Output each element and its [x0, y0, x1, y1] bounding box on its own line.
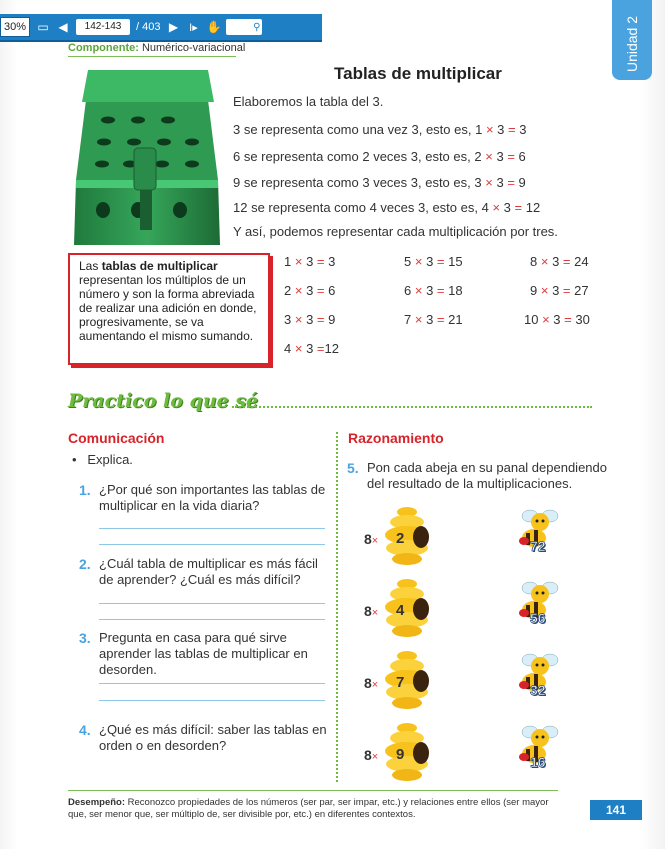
factor: 1 — [475, 122, 483, 137]
explanation-line — [233, 149, 526, 164]
table-entry: 6 × 3 = 18 — [404, 283, 463, 298]
table-entry: 1 × 3 = 3 — [284, 254, 336, 269]
definition-term: tablas de multiplicar — [101, 259, 218, 273]
table-entry: 8 × 3 = 24 — [530, 254, 589, 269]
factor: 3 — [496, 175, 504, 190]
multiplier-label: 8× — [364, 603, 379, 619]
component-divider — [68, 56, 236, 57]
multiplier-label: 8× — [364, 531, 379, 547]
question-number: 5. — [347, 460, 359, 476]
component-value: Numérico-variacional — [141, 42, 246, 54]
question-4 — [79, 722, 331, 754]
bee-number: 72 — [530, 538, 546, 554]
answer-line[interactable] — [99, 544, 325, 545]
question-text: ¿Qué es más difícil: saber las tablas en orden o en desorden? — [99, 722, 327, 753]
footer-divider — [68, 790, 558, 791]
answer-line[interactable] — [99, 603, 325, 604]
multiplier-label: 8× — [364, 747, 379, 763]
unit-tab — [612, 0, 652, 80]
equals-sign: = — [507, 175, 515, 190]
product: 6 — [518, 149, 526, 164]
explanation-line — [233, 175, 526, 190]
practice-heading: Practico lo que sé — [68, 390, 259, 412]
zoom-level[interactable]: 30% — [0, 17, 30, 37]
equals-sign: = — [514, 200, 523, 215]
bullet-item: • Explica. — [72, 452, 133, 467]
factor: 3 — [474, 175, 482, 190]
footer-text — [68, 797, 563, 821]
definition-text: representan los múltiplos de un número y son la forma abreviada de realizar una adición en donde, progresivamente, se va aumentando el mismo sumando. — [79, 273, 257, 343]
hand-icon[interactable]: ✋ — [206, 20, 222, 34]
question-1 — [79, 482, 331, 514]
page-total: / 403 — [136, 21, 161, 33]
times-sign: × — [485, 149, 493, 164]
times-sign: × — [485, 175, 493, 190]
factor: 3 — [496, 149, 504, 164]
monitor-icon[interactable]: ▭ — [37, 20, 49, 34]
page-input[interactable]: 142-143 — [76, 19, 130, 35]
footer-label: Desempeño: — [68, 797, 126, 808]
bullet-text: Explica. — [87, 452, 133, 467]
hive-number: 9 — [396, 746, 405, 763]
hive-number: 2 — [396, 530, 405, 547]
beehive-icon[interactable] — [382, 578, 432, 638]
explanation-text: 3 se representa como una vez 3, esto es, — [233, 122, 472, 137]
component-title: Componente: — [68, 42, 139, 54]
factor: 2 — [474, 149, 482, 164]
beehive-icon[interactable] — [382, 722, 432, 782]
reasoning-title: Razonamiento — [348, 430, 444, 446]
equals-sign: = — [507, 149, 515, 164]
viewer-toolbar — [0, 14, 322, 42]
question-number: 2. — [79, 556, 91, 572]
search-input[interactable] — [226, 19, 262, 35]
factor: 3 — [503, 200, 511, 215]
question-3 — [79, 630, 331, 678]
table-entry: 5 × 3 = 15 — [404, 254, 463, 269]
question-text: ¿Cuál tabla de multiplicar es más fácil de aprender? ¿Cuál es más difícil? — [99, 556, 318, 587]
hive-number: 4 — [396, 602, 405, 619]
column-divider — [336, 432, 338, 782]
question-2 — [79, 556, 331, 588]
explanation-text: 9 se representa como 3 veces 3, esto es, — [233, 175, 471, 190]
answer-line[interactable] — [99, 528, 325, 529]
page-title: Tablas de multiplicar — [334, 64, 502, 83]
question-5 — [347, 460, 627, 492]
unit-tab-label: Unidad 2 — [624, 15, 640, 73]
times-sign: × — [492, 200, 501, 215]
bee-number: 16 — [530, 754, 546, 770]
communication-title: Comunicación — [68, 430, 165, 446]
next-icon[interactable]: ▶ — [168, 20, 179, 34]
question-number: 1. — [79, 482, 91, 498]
definition-box — [68, 253, 270, 365]
answer-line[interactable] — [99, 700, 325, 701]
product: 12 — [525, 200, 541, 215]
prev-icon[interactable]: ◀ — [58, 20, 68, 34]
table-entry: 7 × 3 = 21 — [404, 312, 463, 327]
times-sign: × — [485, 122, 494, 137]
equals-sign: = — [508, 122, 516, 137]
explanation-line — [233, 200, 540, 215]
table-entry: 2 × 3 = 6 — [284, 283, 336, 298]
question-number: 4. — [79, 722, 91, 738]
answer-line[interactable] — [99, 683, 325, 684]
practice-divider — [232, 406, 592, 408]
multiplication-machine-image — [68, 60, 228, 250]
question-number: 3. — [79, 630, 91, 646]
product: 3 — [519, 122, 527, 137]
bee-number: 32 — [530, 682, 546, 698]
question-text: Pregunta en casa para qué sirve aprender las tablas de multiplicar en desorden. — [99, 630, 308, 677]
multiplier-label: 8× — [364, 675, 379, 691]
question-text: ¿Por qué son importantes las tablas de multiplicar en la vida diaria? — [99, 482, 326, 513]
table-entry: 10 × 3 = 30 — [524, 312, 590, 327]
bee-number: 56 — [530, 610, 546, 626]
explanation-line — [233, 122, 526, 137]
component-label — [68, 42, 245, 54]
text-select-icon[interactable]: I▸ — [189, 21, 198, 34]
beehive-icon[interactable] — [382, 650, 432, 710]
product: 9 — [518, 175, 526, 190]
search-icon[interactable]: ⚲ — [253, 21, 261, 33]
table-entry: 3 × 3 = 9 — [284, 312, 336, 327]
table-entry: 4 × 3 =12 — [284, 341, 339, 356]
hive-number: 7 — [396, 674, 405, 691]
explanation-text: 12 se representa como 4 veces 3, esto es, — [233, 200, 478, 215]
intro-text: Elaboremos la tabla del 3. — [233, 94, 384, 109]
beehive-icon[interactable] — [382, 506, 432, 566]
table-entry: 9 × 3 = 27 — [530, 283, 589, 298]
page-number: 141 — [590, 800, 642, 820]
explanation-text: 6 se representa como 2 veces 3, esto es, — [233, 149, 471, 164]
answer-line[interactable] — [99, 619, 325, 620]
definition-pre: Las — [79, 259, 102, 273]
factor: 4 — [481, 200, 489, 215]
factor: 3 — [497, 122, 505, 137]
closing-text: Y así, podemos representar cada multiplicación por tres. — [233, 224, 558, 239]
footer-body: Reconozco propiedades de los números (ser par, ser impar, etc.) y relaciones entre ellos (ser mayor que, ser menor que, ser múltiplo de, ser divisible por, etc.) en diferentes contextos. — [68, 797, 549, 820]
question-text: Pon cada abeja en su panal dependiendo del resultado de la multiplicaciones. — [367, 460, 607, 491]
